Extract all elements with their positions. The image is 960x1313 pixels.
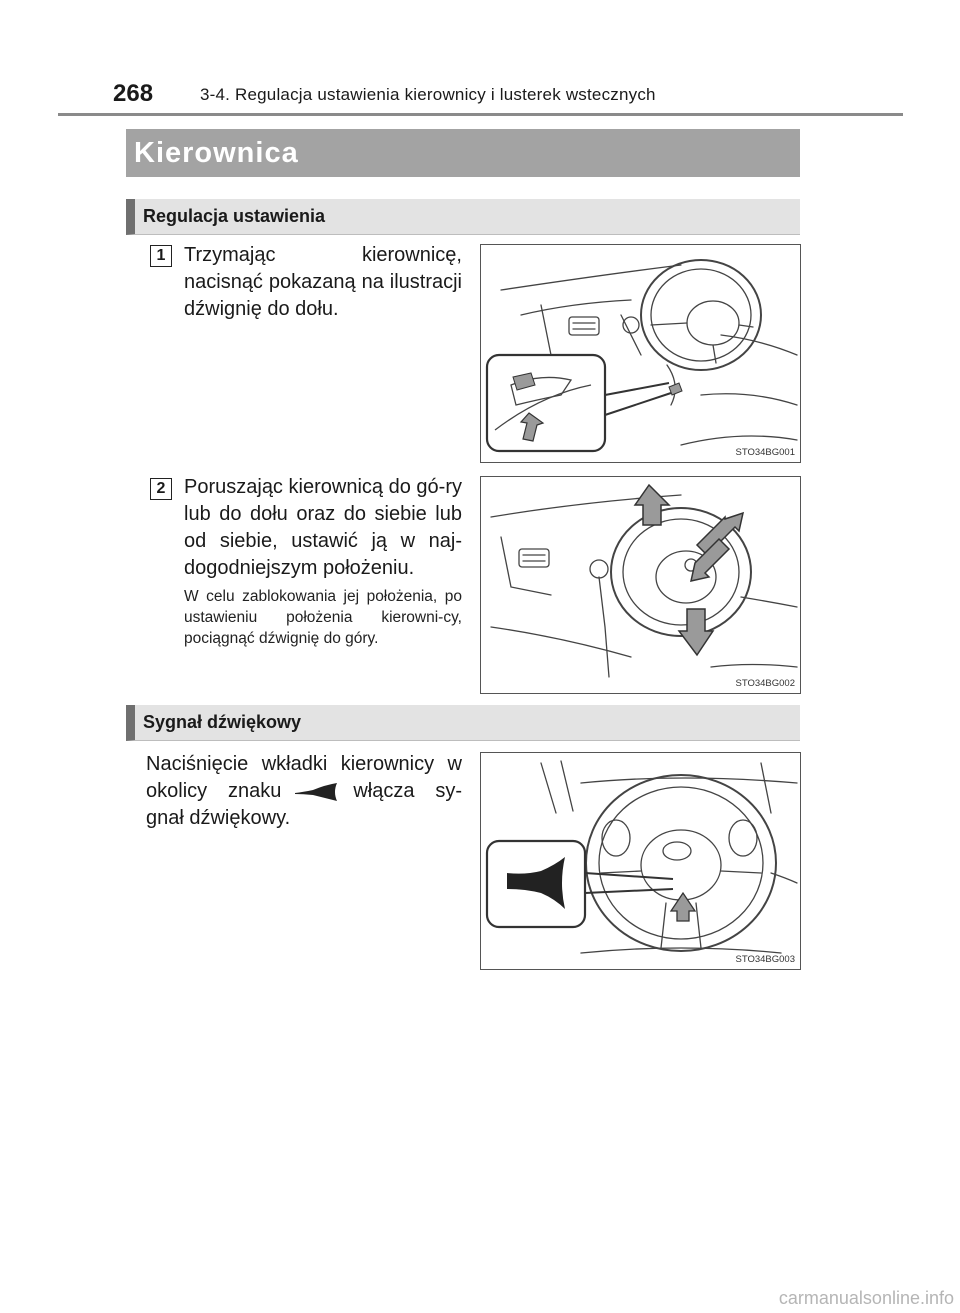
figure-horn [480, 752, 801, 970]
horn-icon [293, 781, 341, 803]
header-rule [58, 113, 903, 116]
figure-code-2: STO34BG002 [735, 678, 795, 689]
figure-code-1: STO34BG001 [735, 447, 795, 458]
figure-code-3: STO34BG003 [735, 954, 795, 965]
step-text-2: Poruszając kierownicą do gó-ry lub do dołu oraz do siebie lub od siebie, ustawić ją w naj-dogodniejszym położeniu. [184, 476, 462, 579]
page-title: Kierownica [126, 129, 800, 177]
section-heading-adjust: Regulacja ustawienia [126, 199, 800, 235]
figure-wheel-adjust [480, 476, 801, 694]
steering-lever-illustration [481, 245, 799, 461]
watermark: carmanualsonline.info [778, 1288, 954, 1308]
steering-adjust-illustration [481, 477, 799, 692]
step-note-2: W celu zablokowania jej położenia, po ustawieniu położenia kierowni-cy, pociągnąć dźwignię do góry. [184, 588, 462, 647]
chapter-title: 3-4. Regulacja ustawienia kierownicy i lusterek wstecznych [200, 85, 656, 104]
page-number: 268 [113, 80, 154, 107]
figure-lever [480, 244, 801, 463]
step-text-1: Trzymając kierownicę, nacisnąć pokazaną na ilustracji dźwignię do dołu. [184, 244, 462, 320]
horn-text-after: włącza sy-gnał dźwiękowy. [146, 780, 462, 829]
horn-location-illustration [481, 753, 799, 968]
section-heading-horn: Sygnał dźwiękowy [126, 705, 800, 741]
horn-text [146, 751, 462, 832]
step-number-1: 1 [150, 245, 172, 267]
horn-text-before: Naciśnięcie wkładki kierownicy w okolicy znaku [146, 753, 462, 802]
step-number-2: 2 [150, 478, 172, 500]
